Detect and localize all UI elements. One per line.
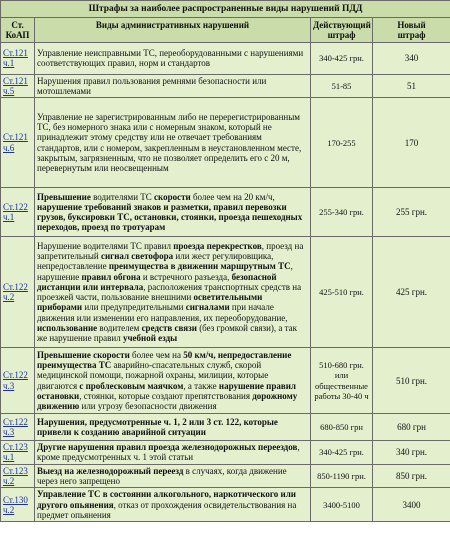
article-link[interactable]: Ст.122 ч.2 — [3, 281, 28, 303]
table-header-row — [1, 18, 450, 43]
description-bold-fragment: нарушение требований знаков и разметки, правил перевозки грузов, буксировки ТС, остановки, стоянки, проезда пешеходных переходов, проезд по тротуарам — [37, 201, 303, 233]
description-bold-fragment: Нарушения, предусмотренные ч. 1, 2 или 3 ст. 122, которые привели к созданию аварийной ситуации — [37, 416, 278, 438]
current-fine: 255-340 грн. — [311, 188, 373, 237]
new-fine: 51 — [373, 74, 450, 98]
current-fine: 51-85 — [311, 74, 373, 98]
article-link[interactable]: Ст.121 ч.5 — [3, 75, 28, 96]
current-fine: 850-1190 грн. — [311, 464, 373, 488]
article-link[interactable]: Ст.123 ч.2 — [3, 465, 28, 487]
description-bold-fragment: с проблесковым маячком — [79, 380, 184, 391]
table-row — [1, 98, 450, 188]
violation-description — [35, 188, 311, 237]
article-cell — [1, 441, 35, 465]
description-bold-fragment: учебной езды — [122, 333, 178, 344]
header-new-fine-line2: штраф — [397, 30, 426, 41]
current-fine: 170-255 — [311, 98, 373, 188]
description-bold-fragment: 50 км/ч, непредоставление преимущества ТС — [37, 349, 292, 371]
current-fine: 510-680 грн. или общественные работы 30-40 ч — [311, 348, 373, 414]
description-bold-fragment: проезда перекрестков — [173, 240, 262, 251]
header-article-line1: Ст. — [11, 20, 24, 30]
description-fragment: или жест регулировщика, непредоставление — [37, 251, 274, 272]
description-bold-fragment: безопасной дистанции или интервала — [37, 271, 277, 292]
current-fine: 340-425 грн. — [311, 441, 373, 465]
article-cell — [1, 348, 35, 414]
article-cell — [1, 98, 35, 188]
description-fragment: Управление неисправными ТС, переоборудованными с нарушениями соответствующих правил, норм и стандартов — [37, 47, 304, 69]
table-row — [1, 464, 450, 488]
description-fragment: , отказ от прохождения освидетельствования на предмет опьянения — [37, 499, 297, 520]
description-fragment: или угрозу безопасности движения — [79, 401, 217, 412]
description-fragment: , расположения транспортных средств на проезжей части, пользование внешними — [37, 281, 302, 303]
article-cell — [1, 74, 35, 98]
table-row — [1, 488, 450, 522]
description-fragment: , проезд на запретительный — [37, 240, 304, 261]
description-bold-fragment: Другие нарушения правил проезда железнодорожных переездов — [37, 442, 298, 453]
new-fine: 3400 — [373, 488, 450, 522]
description-fragment: при начале движения или изменении его направления, их переоборудование, — [37, 302, 288, 323]
table-title: Штрафы за наиболее распространенные виды нарушений ПДД — [1, 1, 450, 18]
header-violations: Виды административных нарушений — [35, 18, 311, 43]
description-fragment: водителями ТС — [90, 191, 155, 202]
header-article-line2: КоАП — [5, 30, 30, 41]
article-link[interactable]: Ст.122 ч.1 — [3, 201, 28, 223]
header-old-fine-line2: штраф — [327, 30, 356, 41]
violation-description — [35, 488, 311, 522]
new-fine: 170 — [373, 98, 450, 188]
new-fine: 680 грн — [373, 414, 450, 441]
description-bold-fragment: Превышение — [37, 191, 91, 202]
description-bold-fragment: средств связи — [141, 323, 197, 334]
table-row — [1, 188, 450, 237]
description-fragment: в случаях, когда движение через него запрещено — [37, 465, 287, 487]
table-row — [1, 74, 450, 98]
description-bold-fragment: дорожному движению — [37, 390, 298, 412]
description-bold-fragment: преимущества в движении маршрутным ТС — [108, 261, 291, 272]
description-bold-fragment: Выезд на железнодорожный переезд — [37, 465, 184, 476]
header-old-fine — [311, 18, 373, 43]
description-fragment: , кроме предусмотренных ч. 1 этой статьи — [37, 442, 300, 463]
new-fine: 425 грн. — [373, 237, 450, 348]
description-fragment: и встречного разъезда, — [140, 271, 232, 282]
description-bold-fragment: сигнал светофора — [100, 251, 174, 261]
new-fine: 850 грн. — [373, 464, 450, 488]
description-fragment: аварийно-спасательных служб, скорой медицинской помощи, пожарной охраны, милиции, которые двигаются — [37, 360, 269, 391]
description-fragment: Нарушение водителями ТС правил — [37, 240, 174, 251]
header-new-fine — [373, 18, 450, 43]
article-cell — [1, 488, 35, 522]
description-fragment: Управление не зарегистрированным либо не перерегистрированным ТС, без номерного знака или с номерным знаком, который не принадлежит этому средству или не отвечает требованиям стандартов, или с номером, закрепленным в неустановленном месте, закрытым, загрязненным, что не позволяет определить его с 20 м, перевернутым или неосвещенным — [37, 111, 302, 174]
violation-description — [35, 348, 311, 414]
description-fragment: водителем — [97, 323, 142, 334]
table-row — [1, 237, 450, 348]
description-bold-fragment: использование — [37, 323, 98, 334]
header-article — [1, 18, 35, 43]
article-cell — [1, 188, 35, 237]
description-fragment: , нарушение — [37, 261, 293, 282]
table-row — [1, 441, 450, 465]
description-fragment: более чем на — [129, 349, 184, 360]
description-bold-fragment: правил обгона — [81, 271, 141, 282]
article-cell — [1, 414, 35, 441]
description-fragment: более чем на 20 км/ч, — [190, 191, 275, 202]
violation-description — [35, 98, 311, 188]
violation-description — [35, 441, 311, 465]
description-bold-fragment: нарушение правил остановки — [37, 380, 296, 401]
header-old-fine-line1: Действующий — [313, 20, 371, 30]
current-fine: 425-510 грн. — [311, 237, 373, 348]
article-link[interactable]: Ст.122 ч.3 — [3, 370, 28, 391]
description-fragment: Нарушения правил пользования ремнями безопасности или мотошлемами — [37, 75, 267, 96]
article-cell — [1, 464, 35, 488]
violation-description — [35, 42, 311, 74]
current-fine: 3400-5100 — [311, 488, 373, 522]
description-fragment: (без громкой связи), а так же нарушение правил — [37, 323, 298, 344]
description-bold-fragment: скорости — [154, 191, 191, 202]
description-fragment: , а также — [183, 380, 219, 391]
article-link[interactable]: Ст.121 ч.6 — [3, 132, 28, 153]
violation-description — [35, 464, 311, 488]
table-row — [1, 348, 450, 414]
new-fine: 510 грн. — [373, 348, 450, 414]
violation-description — [35, 74, 311, 98]
article-cell — [1, 42, 35, 74]
description-bold-fragment: осветительными приборами — [37, 292, 263, 313]
new-fine: 340 — [373, 42, 450, 74]
table-row — [1, 414, 450, 441]
article-link[interactable]: Ст.123 ч.1 — [3, 442, 28, 463]
article-link[interactable]: Ст.130 ч.2 — [3, 494, 28, 515]
description-bold-fragment: Управление ТС в состоянии алкогольного, наркотического или другого опьянения — [37, 489, 296, 510]
description-bold-fragment: сигналами — [185, 302, 230, 313]
article-cell — [1, 237, 35, 348]
description-fragment: , стоянки, которые создают препятствования — [79, 390, 253, 401]
violation-description — [35, 414, 311, 441]
table-row — [1, 42, 450, 74]
article-link[interactable]: Ст.121 ч.1 — [3, 47, 28, 69]
current-fine: 340-425 грн. — [311, 42, 373, 74]
table-title-row — [1, 1, 450, 18]
table-body — [1, 42, 450, 522]
description-fragment: или предупредительными — [82, 302, 186, 313]
header-new-fine-line1: Новый — [397, 20, 426, 30]
new-fine: 255 грн. — [373, 188, 450, 237]
violation-description — [35, 237, 311, 348]
new-fine: 340 грн. — [373, 441, 450, 465]
article-link[interactable]: Ст.122 ч.3 — [3, 416, 28, 438]
description-bold-fragment: Превышение скорости — [37, 349, 130, 360]
current-fine: 680-850 грн — [311, 414, 373, 441]
